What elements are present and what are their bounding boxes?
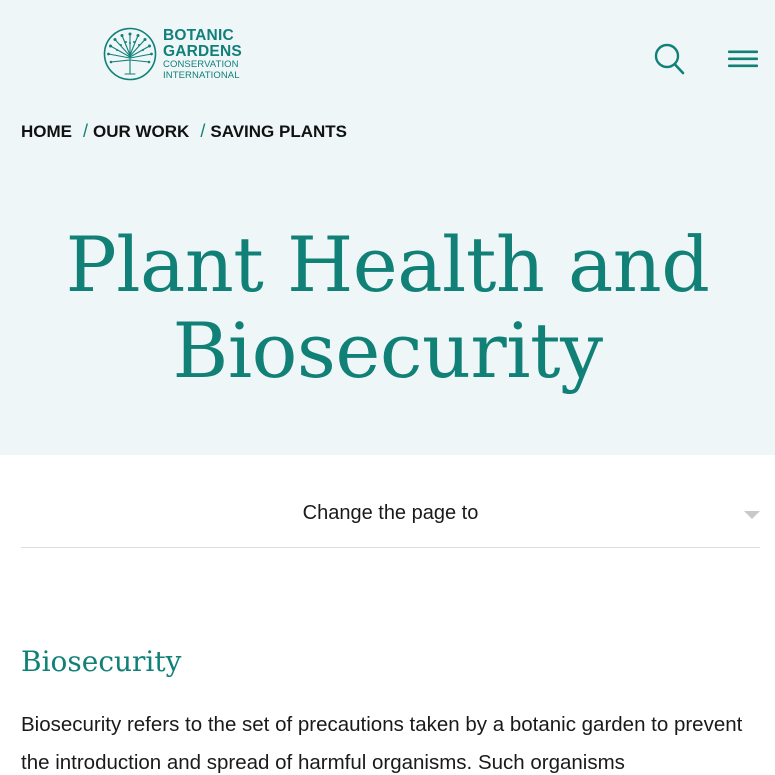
tree-logo-icon bbox=[103, 27, 157, 81]
breadcrumb bbox=[21, 121, 347, 142]
logo-line-international: INTERNATIONAL bbox=[163, 69, 240, 81]
caret-down-icon bbox=[744, 510, 760, 520]
section-body-text: Biosecurity refers to the set of precautions taken by a botanic garden to prevent the introduction and spread of harmful organisms. Such organisms bbox=[21, 713, 743, 774]
section-heading-biosecurity: Biosecurity bbox=[21, 645, 182, 678]
menu-button[interactable] bbox=[724, 46, 764, 76]
page-title-line-2: Biosecurity bbox=[172, 306, 603, 395]
change-page-dropdown[interactable] bbox=[21, 490, 760, 548]
logo-wordmark bbox=[163, 28, 242, 80]
logo-line-botanic: BOTANIC bbox=[163, 27, 234, 44]
breadcrumb-separator: / bbox=[200, 121, 206, 141]
breadcrumb-separator: / bbox=[83, 121, 89, 141]
logo-line-conservation: CONSERVATION bbox=[163, 59, 239, 70]
search-icon bbox=[650, 40, 690, 80]
breadcrumb-saving-plants[interactable]: SAVING PLANTS bbox=[210, 121, 347, 141]
breadcrumb-home[interactable]: HOME bbox=[21, 121, 72, 141]
bgci-logo[interactable] bbox=[103, 27, 242, 81]
breadcrumb-our-work[interactable]: OUR WORK bbox=[93, 121, 190, 141]
change-page-label: Change the page to bbox=[302, 502, 479, 524]
search-button[interactable] bbox=[650, 40, 690, 80]
logo-line-gardens: GARDENS bbox=[163, 42, 242, 60]
page-title bbox=[0, 222, 775, 394]
hamburger-menu-icon bbox=[724, 46, 764, 76]
page-title-line-1: Plant Health and bbox=[65, 220, 710, 309]
